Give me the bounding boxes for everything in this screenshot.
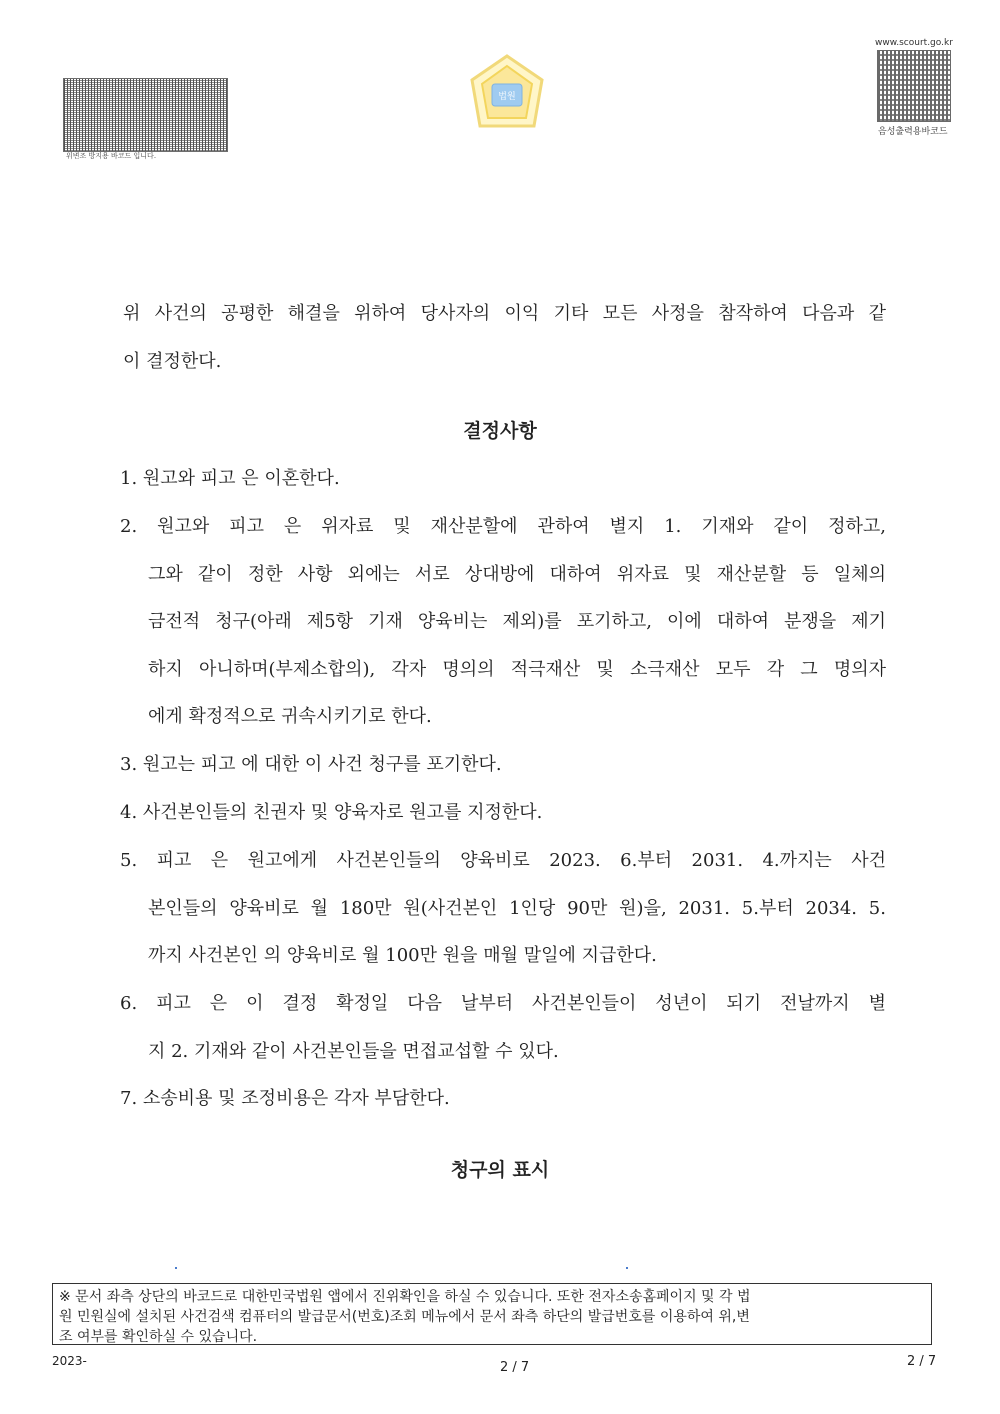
- scan-dot: [175, 1267, 177, 1269]
- item-line: 2. 원고와 피고 은 위자료 및 재산분할에 관하여 별지 1. 기재와 같이 정하고,: [120, 516, 886, 537]
- decision-item-2: [120, 512, 886, 750]
- decision-title: 결정사항: [463, 420, 537, 442]
- intro-line: 이 결정한다.: [123, 350, 222, 372]
- qr-caption: 음성출력용바코드: [878, 127, 948, 137]
- page-number-center: 2 / 7: [500, 1360, 530, 1375]
- item-line: 3. 원고는 피고 에 대한 이 사건 청구를 포기한다.: [120, 754, 502, 775]
- decision-item-5: [120, 846, 886, 989]
- claim-title: 청구의 표시: [450, 1159, 550, 1181]
- notice-line: 원 민원실에 설치된 사건검색 컴퓨터의 발급문서(번호)조회 메뉴에서 문서 좌측 하단의 발급번호를 이용하여 위,변: [59, 1309, 750, 1325]
- item-line: 에게 확정적으로 귀속시키기로 한다.: [148, 706, 432, 727]
- qr-url: www.scourt.go.kr: [875, 38, 953, 48]
- notice-line: ※ 문서 좌측 상단의 바코드로 대한민국법원 앱에서 진위확인을 하실 수 있습니다. 또한 전자소송홈페이지 및 각 법: [59, 1289, 751, 1305]
- item-line: 본인들의 양육비로 월 180만 원(사건본인 1인당 90만 원)을, 2031. 5.부터 2034. 5.: [148, 897, 886, 919]
- intro-line: 위 사건의 공평한 해결을 위하여 당사자의 이익 기타 모든 사정을 참작하여 다음과 같: [123, 303, 886, 324]
- item-line: 그와 같이 정한 사항 외에는 서로 상대방에 대하여 위자료 및 재산분할 등 일체의: [148, 563, 886, 585]
- item-line: 하지 아니하며(부제소합의), 각자 명의의 적극재산 및 소극재산 모두 각 그 명의자: [148, 658, 886, 680]
- intro-paragraph: [123, 290, 886, 385]
- seal-text: 법원: [498, 92, 516, 102]
- decision-item-7: [120, 1084, 886, 1132]
- item-line: 지 2. 기재와 같이 사건본인들을 면접교섭할 수 있다.: [148, 1040, 559, 1062]
- item-line: 5. 피고 은 원고에게 사건본인들의 양육비로 2023. 6.부터 2031. 4.까지는 사건: [120, 850, 886, 871]
- item-line: 1. 원고와 피고 은 이혼한다.: [120, 468, 340, 489]
- item-line: 7. 소송비용 및 조정비용은 각자 부담한다.: [120, 1088, 450, 1109]
- verification-notice: [52, 1283, 932, 1345]
- decision-item-3: [120, 750, 886, 798]
- item-line: 금전적 청구(아래 제5항 기재 양육비는 제외)를 포기하고, 이에 대하여 분쟁을 제기: [148, 611, 886, 632]
- voice-output-barcode: [877, 50, 951, 122]
- anti-forgery-barcode: [63, 78, 228, 152]
- item-line: 6. 피고 은 이 결정 확정일 다음 날부터 사건본인들이 성년이 되기 전날까지 별: [120, 993, 886, 1014]
- item-line: 4. 사건본인들의 친권자 및 양육자로 원고를 지정한다.: [120, 802, 543, 823]
- scan-dot: [626, 1267, 628, 1269]
- court-seal-icon: [466, 52, 548, 140]
- notice-line: 조 여부를 확인하실 수 있습니다.: [59, 1329, 258, 1345]
- issue-number: 2023-: [52, 1354, 87, 1368]
- decision-item-4: [120, 798, 886, 846]
- barcode-caption: 위변조 방지용 바코드 입니다.: [66, 152, 157, 160]
- item-line: 까지 사건본인 의 양육비로 월 100만 원을 매월 말일에 지급한다.: [148, 945, 657, 966]
- decision-item-6: [120, 989, 886, 1084]
- decision-item-1: [120, 464, 886, 512]
- page-number-right: 2 / 7: [907, 1354, 937, 1369]
